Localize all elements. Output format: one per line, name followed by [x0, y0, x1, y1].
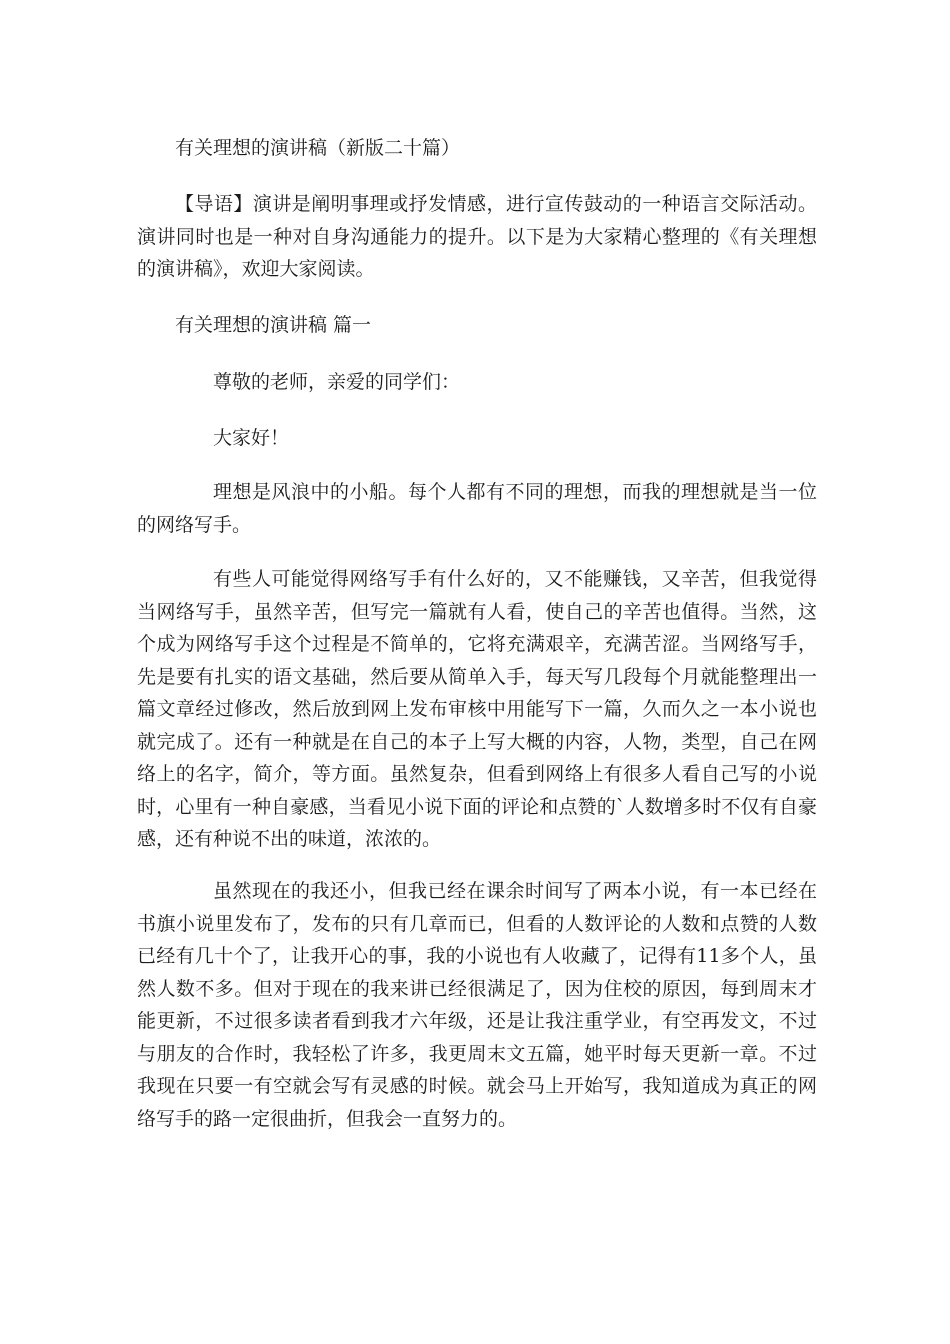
- salutation: 尊敬的老师，亲爱的同学们：: [213, 371, 461, 393]
- body-paragraph-2: 有些人可能觉得网络写手有什么好的，又不能赚钱，又辛苦，但我觉得当网络写手，虽然辛苦，但写完一篇就有人看，使自己的辛苦也值得。当然，这个成为网络写手这个过程是不简单的，它将充满艰辛，充满苦涩。当网络写手，先是要有扎实的语文基础，然后要从简单入手，每天写几段每个月就能整理出一篇文章经过修改，然后放到网上发布审核中用能写下一篇，久而久之一本小说也就完成了。还有一种就是在自己的本子上写大概的内容，人物，类型，自己在网络上的名字，简介，等方面。虽然复杂，但看到网络上有很多人看自己写的小说时，心里有一种自豪感，当看见小说下面的评论和点赞的`人数增多时不仅有自豪感，还有种说不出的味道，浓浓的。: [137, 568, 817, 850]
- section-title: 有关理想的演讲稿 篇一: [175, 314, 372, 336]
- intro-paragraph: 【导语】演讲是阐明事理或抒发情感，进行宣传鼓动的一种语言交际活动。演讲同时也是一种对自身沟通能力的提升。以下是为大家精心整理的《有关理想的演讲稿》，欢迎大家阅读。: [137, 193, 817, 280]
- greeting: 大家好！: [213, 427, 290, 449]
- body-paragraph-1: 理想是风浪中的小船。每个人都有不同的理想，而我的理想就是当一位的网络写手。: [137, 481, 817, 536]
- body-paragraph-3: 虽然现在的我还小，但我已经在课余时间写了两本小说，有一本已经在书旗小说里发布了，发布的只有几章而已，但看的人数评论的人数和点赞的人数已经有几十个了，让我开心的事，我的小说也有人收藏了，记得有11多个人，虽然人数不多。但对于现在的我来讲已经很满足了，因为住校的原因，每到周末才能更新，不过很多读者看到我才六年级，还是让我注重学业，有空再发文，不过与朋友的合作时，我轻松了许多，我更周末文五篇，她平时每天更新一章。不过我现在只要一有空就会写有灵感的时候。就会马上开始写，我知道成为真正的网络写手的路一定很曲折，但我会一直努力的。: [137, 880, 817, 1130]
- document-title: 有关理想的演讲稿（新版二十篇）: [175, 137, 461, 159]
